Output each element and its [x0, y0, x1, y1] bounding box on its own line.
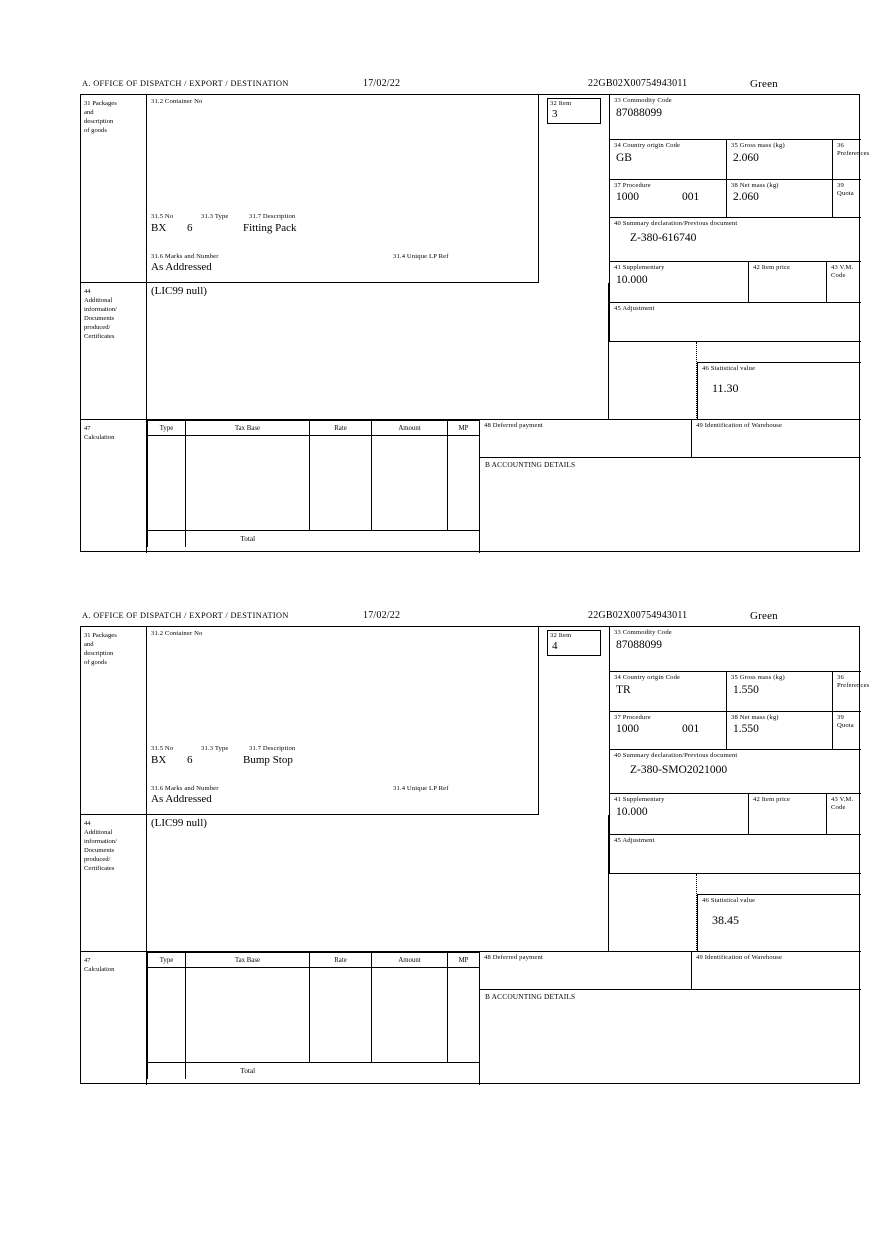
column-header-mp: MP — [448, 421, 480, 436]
box-45-adjustment — [609, 303, 861, 342]
box-40-value: Z-380-616740 — [630, 232, 697, 244]
box-32-value: 3 — [552, 108, 558, 120]
box-38-label: 38 Net mass (kg) — [731, 182, 779, 189]
box-44-label-line: produced/ — [84, 324, 111, 331]
office-of-dispatch-label: A. OFFICE OF DISPATCH / EXPORT / DESTINATION — [82, 79, 289, 88]
box-47-label-line: 47 — [84, 425, 91, 432]
box-46-value: 11.30 — [712, 381, 739, 395]
cell-amount — [372, 968, 448, 1063]
cell-type — [148, 968, 186, 1063]
box-44-label-line: information/ — [84, 306, 117, 313]
box-44-value: (LIC99 null) — [151, 817, 207, 829]
box-32-item-number — [539, 95, 609, 125]
box-49-warehouse-id — [691, 952, 861, 990]
box-38-value: 2.060 — [733, 191, 759, 203]
box-43-label: 43 V.M. Code — [831, 796, 854, 812]
box-36-label: 36 Preferences — [837, 142, 870, 158]
box-39-label: 39 Quota — [837, 182, 854, 198]
declaration-date: 17/02/22 — [363, 78, 401, 89]
movement-reference-number: 22GB02X00754943011 — [588, 610, 688, 621]
box-37-value-b: 001 — [682, 191, 700, 203]
box-31-7-value: Fitting Pack — [243, 222, 297, 234]
declaration-date: 17/02/22 — [363, 610, 401, 621]
box-31-7-value: Bump Stop — [243, 754, 293, 766]
box-35-gross-mass — [727, 140, 833, 180]
box-b-accounting-details — [479, 990, 861, 1085]
box-44-label-line: produced/ — [84, 856, 111, 863]
box-31-label-line: and — [84, 641, 94, 648]
box-35-gross-mass — [727, 672, 833, 712]
box-45-adjustment — [609, 835, 861, 874]
box-43-vm-code — [827, 262, 861, 303]
box-35-label: 35 Gross mass (kg) — [731, 674, 785, 681]
box-44-label-line: 44 — [84, 820, 91, 827]
table-total-row — [148, 531, 480, 548]
box-38-label: 38 Net mass (kg) — [731, 714, 779, 721]
box-31-label — [81, 627, 147, 815]
box-31-7-label: 31.7 Description — [249, 213, 296, 220]
box-46-label: 46 Statistical value — [702, 897, 756, 904]
movement-reference-number: 22GB02X00754943011 — [588, 78, 688, 89]
box-42-label: 42 Item price — [753, 796, 791, 803]
box-37-value-b: 001 — [682, 723, 700, 735]
box-47-label — [81, 952, 147, 1085]
column-header-amount: Amount — [372, 421, 448, 436]
cell-mp — [448, 968, 480, 1063]
box-33-commodity-code — [609, 627, 861, 672]
total-spacer — [148, 1063, 186, 1080]
box-46-wrapper — [609, 874, 861, 952]
box-33-commodity-code — [609, 95, 861, 140]
box-46-statistical-value — [697, 362, 861, 420]
total-spacer-3 — [448, 531, 480, 548]
box-37-label: 37 Procedure — [614, 182, 651, 189]
box-46-statistical-value — [697, 894, 861, 952]
column-header-rate: Rate — [310, 953, 372, 968]
box-46-wrapper — [609, 342, 861, 420]
box-43-vm-code — [827, 794, 861, 835]
box-31-label-line: of goods — [84, 659, 107, 666]
table-header-row — [148, 953, 480, 968]
box-41-label: 41 Supplementary — [614, 796, 665, 803]
calculation-table — [147, 952, 480, 1079]
box-37-label: 37 Procedure — [614, 714, 651, 721]
box-44-label-line: Documents — [84, 315, 115, 322]
box-38-value: 1.550 — [733, 723, 759, 735]
box-31-5-label: 31.5 No — [151, 213, 174, 220]
calculation-table — [147, 420, 480, 547]
box-49-label: 49 Identification of Warehouse — [696, 422, 783, 429]
box-37-procedure — [609, 180, 727, 218]
box-31-6-label: 31.6 Marks and Number — [151, 785, 219, 792]
box-33-value: 87088099 — [616, 107, 662, 119]
table-row — [148, 968, 480, 1063]
sad-form-item-3 — [80, 78, 870, 552]
box-40-previous-document — [609, 218, 861, 262]
box-32-label: 32 Item — [550, 100, 572, 107]
cell-mp — [448, 436, 480, 531]
box-37-procedure — [609, 712, 727, 750]
total-value — [372, 1063, 448, 1080]
box-36-preferences — [833, 140, 870, 180]
box-47-label-line: Calculation — [84, 434, 115, 441]
column-header-type: Type — [148, 953, 186, 968]
box-31-goods-description — [147, 95, 539, 283]
box-44-label-line: Additional — [84, 297, 113, 304]
box-34-country-origin — [609, 672, 727, 712]
table-row — [148, 436, 480, 531]
box-44-label — [81, 815, 147, 952]
box-40-value: Z-380-SMO2021000 — [630, 764, 728, 776]
box-31-2-label: 31.2 Container No — [151, 630, 203, 637]
cell-rate — [310, 968, 372, 1063]
box-44-label-line: information/ — [84, 838, 117, 845]
box-41-supplementary — [609, 262, 749, 303]
box-39-quota — [833, 712, 861, 750]
box-48-deferred-payment — [479, 420, 691, 458]
box-31-2-label: 31.2 Container No — [151, 98, 203, 105]
box-31-label-line: description — [84, 118, 114, 125]
box-39-quota — [833, 180, 861, 218]
cell-amount — [372, 436, 448, 531]
box-41-label: 41 Supplementary — [614, 264, 665, 271]
box-31-label-line: and — [84, 109, 94, 116]
box-44-label-line: Additional — [84, 829, 113, 836]
box-36-preferences — [833, 672, 870, 712]
box-31-3-value: 6 — [187, 754, 193, 766]
lane-status: Green — [750, 610, 778, 622]
box-31-3-label: 31.3 Type — [201, 213, 229, 220]
box-42-item-price — [749, 794, 827, 835]
box-47-calculation-table — [147, 952, 479, 1085]
box-34-value: GB — [616, 152, 632, 164]
box-48-label: 48 Deferred payment — [484, 954, 543, 961]
cell-tax-base — [186, 436, 310, 531]
box-31-label — [81, 95, 147, 283]
total-spacer-3 — [448, 1063, 480, 1080]
box-32-value: 4 — [552, 640, 558, 652]
box-34-label: 34 Country origin Code — [614, 674, 681, 681]
box-31-4-label: 31.4 Unique LP Ref — [393, 253, 449, 260]
box-49-label: 49 Identification of Warehouse — [696, 954, 783, 961]
box-b-label: B ACCOUNTING DETAILS — [485, 460, 576, 469]
sad-box — [80, 626, 870, 1084]
column-header-mp: MP — [448, 953, 480, 968]
box-47-label-line: Calculation — [84, 966, 115, 973]
box-31-label-line: of goods — [84, 127, 107, 134]
box-31-label-line: 31 Packages — [84, 632, 117, 639]
box-33-value: 87088099 — [616, 639, 662, 651]
box-46-label: 46 Statistical value — [702, 365, 756, 372]
form-header — [80, 78, 862, 94]
column-header-amount: Amount — [372, 953, 448, 968]
office-of-dispatch-label: A. OFFICE OF DISPATCH / EXPORT / DESTINATION — [82, 611, 289, 620]
box-31-3-label: 31.3 Type — [201, 745, 229, 752]
box-31-3-value: 6 — [187, 222, 193, 234]
total-spacer-2 — [310, 531, 372, 548]
total-spacer-2 — [310, 1063, 372, 1080]
box-31-6-value: As Addressed — [151, 261, 212, 273]
box-48-label: 48 Deferred payment — [484, 422, 543, 429]
box-41-supplementary — [609, 794, 749, 835]
form-header — [80, 610, 862, 626]
total-label: Total — [240, 535, 256, 543]
box-49-warehouse-id — [691, 420, 861, 458]
box-32-label: 32 Item — [550, 632, 572, 639]
box-37-value-a: 1000 — [616, 191, 639, 203]
sad-form-item-4 — [80, 610, 870, 1084]
box-41-value: 10.000 — [616, 274, 648, 286]
box-31-label-line: 31 Packages — [84, 100, 117, 107]
box-44-label-line: Certificates — [84, 333, 115, 340]
box-40-label: 40 Summary declaration/Previous document — [614, 220, 738, 227]
box-b-accounting-details — [479, 458, 861, 553]
box-31-4-label: 31.4 Unique LP Ref — [393, 785, 449, 792]
box-32-item-number — [539, 627, 609, 657]
box-44-label-line: Certificates — [84, 865, 115, 872]
box-40-previous-document — [609, 750, 861, 794]
box-35-label: 35 Gross mass (kg) — [731, 142, 785, 149]
sad-box — [80, 94, 870, 552]
cell-tax-base — [186, 968, 310, 1063]
box-31-6-value: As Addressed — [151, 793, 212, 805]
box-47-calculation-table — [147, 420, 479, 553]
box-44-label-line: Documents — [84, 847, 115, 854]
column-header-tax-base: Tax Base — [186, 953, 310, 968]
box-42-item-price — [749, 262, 827, 303]
box-46-divider — [609, 874, 697, 952]
cell-rate — [310, 436, 372, 531]
column-header-type: Type — [148, 421, 186, 436]
table-total-row — [148, 1063, 480, 1080]
box-47-label-line: 47 — [84, 957, 91, 964]
box-42-label: 42 Item price — [753, 264, 791, 271]
box-45-label: 45 Adjustment — [614, 305, 655, 312]
box-44-additional-information — [147, 283, 609, 420]
total-spacer — [148, 531, 186, 548]
box-35-value: 2.060 — [733, 152, 759, 164]
total-label: Total — [240, 1067, 256, 1075]
box-44-additional-information — [147, 815, 609, 952]
box-41-value: 10.000 — [616, 806, 648, 818]
box-47-label — [81, 420, 147, 553]
box-44-value: (LIC99 null) — [151, 285, 207, 297]
cell-type — [148, 436, 186, 531]
total-value — [372, 531, 448, 548]
box-43-label: 43 V.M. Code — [831, 264, 854, 280]
box-35-value: 1.550 — [733, 684, 759, 696]
box-44-label-line: 44 — [84, 288, 91, 295]
box-46-value: 38.45 — [712, 913, 739, 927]
column-header-rate: Rate — [310, 421, 372, 436]
box-40-label: 40 Summary declaration/Previous document — [614, 752, 738, 759]
box-31-5-value: BX — [151, 222, 167, 234]
box-34-country-origin — [609, 140, 727, 180]
lane-status: Green — [750, 78, 778, 90]
box-45-label: 45 Adjustment — [614, 837, 655, 844]
box-46-divider — [609, 342, 697, 420]
box-48-deferred-payment — [479, 952, 691, 990]
box-34-value: TR — [616, 684, 631, 696]
box-31-5-value: BX — [151, 754, 167, 766]
box-b-label: B ACCOUNTING DETAILS — [485, 992, 576, 1001]
box-37-value-a: 1000 — [616, 723, 639, 735]
box-38-net-mass — [727, 712, 833, 750]
box-31-label-line: description — [84, 650, 114, 657]
table-header-row — [148, 421, 480, 436]
box-33-label: 33 Commodity Code — [614, 97, 672, 104]
box-31-6-label: 31.6 Marks and Number — [151, 253, 219, 260]
box-31-5-label: 31.5 No — [151, 745, 174, 752]
box-44-label — [81, 283, 147, 420]
box-34-label: 34 Country origin Code — [614, 142, 681, 149]
box-33-label: 33 Commodity Code — [614, 629, 672, 636]
box-31-7-label: 31.7 Description — [249, 745, 296, 752]
box-39-label: 39 Quota — [837, 714, 854, 730]
box-36-label: 36 Preferences — [837, 674, 870, 690]
column-header-tax-base: Tax Base — [186, 421, 310, 436]
box-31-goods-description — [147, 627, 539, 815]
box-38-net-mass — [727, 180, 833, 218]
